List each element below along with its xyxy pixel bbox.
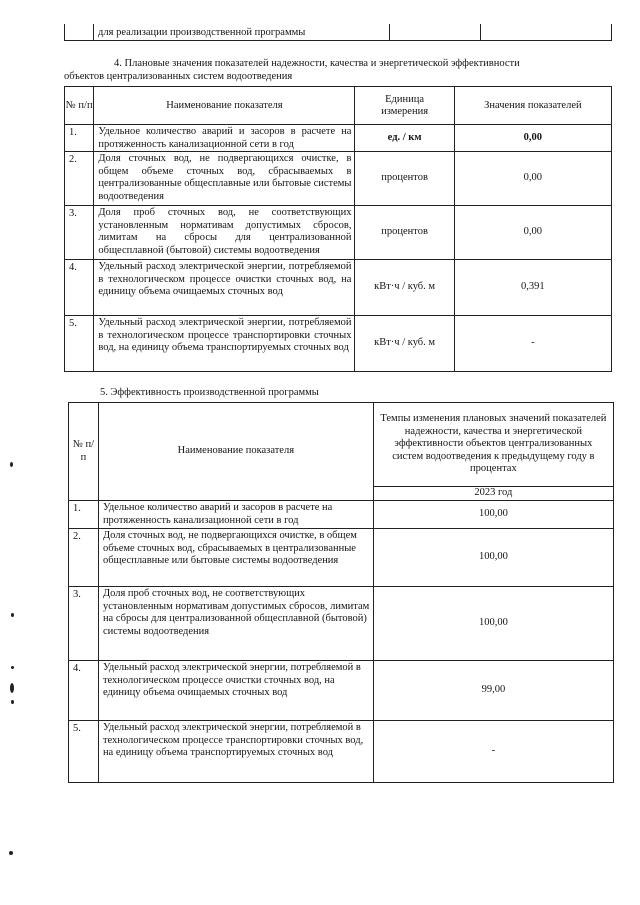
row-value: 0,391 <box>454 260 611 316</box>
col-num-header: № п/ п <box>69 403 99 501</box>
row-num: 3. <box>69 587 99 661</box>
row-num: 1. <box>69 501 99 529</box>
previous-table-fragment <box>64 24 612 41</box>
row-value: 100,00 <box>373 587 613 661</box>
row-unit: процентов <box>355 206 454 260</box>
indicators-table <box>64 86 612 372</box>
row-value: 99,00 <box>373 661 613 721</box>
row-num: 2. <box>65 152 94 206</box>
row-value: 0,00 <box>454 152 611 206</box>
scan-speck-6 <box>9 851 13 855</box>
row-unit: кВт·ч / куб. м <box>355 260 454 316</box>
row-name: Удельное количество аварий и засоров в расчете на протяженность канализационной сети в год <box>98 501 373 529</box>
col-num-header: № п/п <box>65 87 94 125</box>
table-row <box>69 529 614 587</box>
scan-speck-4 <box>10 683 14 693</box>
row-name: Удельный расход электрической энергии, потребляемой в технологическом процессе транспортировки сточных вод, на единицу объема транспортируемых сточных вод <box>94 316 355 372</box>
row-num: 1. <box>65 125 94 152</box>
table-row <box>65 206 612 260</box>
table-row <box>69 721 614 783</box>
scan-speck-1 <box>10 462 13 467</box>
efficiency-table <box>68 402 614 783</box>
col-unit-header: Единица измерения <box>355 87 454 125</box>
scan-speck-2 <box>11 613 14 617</box>
table-row <box>65 260 612 316</box>
row-num: 4. <box>69 661 99 721</box>
row-num: 4. <box>65 260 94 316</box>
row-name: Удельный расход электрической энергии, потребляемой в технологическом процессе очистки сточных вод, на единицу объема очищаемых сточных вод <box>94 260 355 316</box>
table-row <box>69 587 614 661</box>
scan-speck-5 <box>11 700 14 704</box>
row-num: 2. <box>69 529 99 587</box>
row-num: 3. <box>65 206 94 260</box>
row-value: 0,00 <box>454 206 611 260</box>
row-unit: ед. / км <box>355 125 454 152</box>
row-value: 100,00 <box>373 529 613 587</box>
fragment-text: для реализации производственной программы <box>94 24 390 41</box>
row-unit: процентов <box>355 152 454 206</box>
col-name-header: Наименование показателя <box>94 87 355 125</box>
row-num: 5. <box>65 316 94 372</box>
scan-speck-3 <box>11 666 14 669</box>
row-name: Удельный расход электрической энергии, потребляемой в технологическом процессе транспортировки сточных вод, на единицу объема транспортируемых сточных вод <box>98 721 373 783</box>
section-5-heading: 5. Эффективность производственной программы <box>100 387 319 398</box>
row-num: 5. <box>69 721 99 783</box>
row-unit: кВт·ч / куб. м <box>355 316 454 372</box>
row-value: - <box>454 316 611 372</box>
table-row <box>65 152 612 206</box>
table-row <box>69 501 614 529</box>
row-name: Доля проб сточных вод, не соответствующих установленным нормативам допустимых сбросов, лимитам на сбросы для централизованной общесплавной (бытовой) системы водоотведения <box>94 206 355 260</box>
row-name: Удельное количество аварий и засоров в расчете на протяженность канализационной сети в год <box>94 125 355 152</box>
table-row <box>69 661 614 721</box>
row-name: Доля проб сточных вод, не соответствующих установленным нормативам допустимых сбросов, лимитам на сбросы для централизованной общесплавной (бытовой) системы водоотведения <box>98 587 373 661</box>
section-4-heading: 4. Плановые значения показателей надежности, качества и энергетической эффективности объектов централизованных систем водоотведения <box>64 58 520 82</box>
row-name: Доля сточных вод, не подвергающихся очистке, в общем объеме сточных вод, сбрасываемых в централизованные общесплавные или бытовые системы водоотведения <box>98 529 373 587</box>
row-value: - <box>373 721 613 783</box>
row-value: 0,00 <box>454 125 611 152</box>
col-value-header: Значения показателей <box>454 87 611 125</box>
row-value: 100,00 <box>373 501 613 529</box>
year-header: 2023 год <box>373 487 613 501</box>
col-value-header: Темпы изменения плановых значений показателей надежности, качества и энергетической эффективности объектов централизованных систем водоотведения к предыдущему году в процентах <box>373 403 613 487</box>
table-row <box>65 316 612 372</box>
row-name: Удельный расход электрической энергии, потребляемой в технологическом процессе очистки сточных вод, на единицу объема очищаемых сточных вод <box>98 661 373 721</box>
row-name: Доля сточных вод, не подвергающихся очистке, в общем объеме сточных вод, сбрасываемых в централизованные общесплавные или бытовые системы водоотведения <box>94 152 355 206</box>
table-row <box>65 125 612 152</box>
col-name-header: Наименование показателя <box>98 403 373 501</box>
